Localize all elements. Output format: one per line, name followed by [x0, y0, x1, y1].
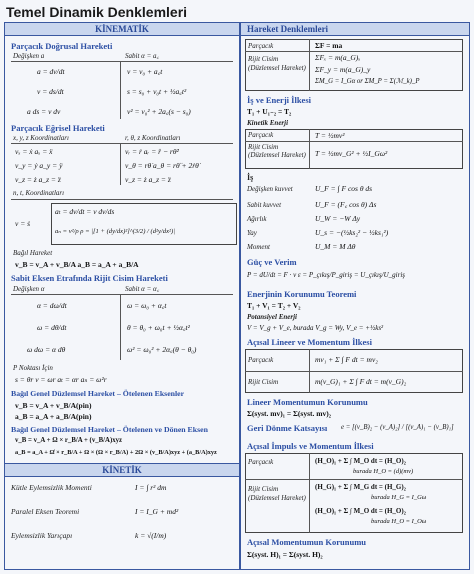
angular-impulse-title: Açısal İmpuls ve Momentum İlkesi [247, 441, 374, 451]
mass-moment-label: Kütle Eylemsizlik Momenti [11, 483, 92, 492]
equation: aₜ = dv/dt = v dv/ds [55, 207, 115, 216]
angular-momentum-conservation-title: Açısal Momentumun Korunumu [247, 537, 367, 547]
particle-rectilinear-title: Parçacık Doğrusal Hareketi [11, 41, 113, 51]
equation: I = I_G + md² [135, 507, 179, 516]
equation: v_B = v_A + v_B/A a_B = a_A + a_B/A [15, 260, 139, 269]
divider [245, 479, 463, 480]
energy-conservation-title: Enerjinin Korunumu Teoremi [247, 289, 357, 299]
rtz-label: r, θ, z Koordinatları [125, 134, 181, 142]
equation: v_z = ż a_z = z̈ [15, 175, 61, 184]
moment-label: Moment [247, 243, 270, 251]
xyz-label: x, y, z Koordinatları [13, 134, 69, 142]
relative-plane-motion-rotating-title: Bağıl Genel Düzlemsel Hareket – Ötelenen ve Dönen Eksen [11, 425, 208, 434]
equation: V = V_g + V_e, burada V_g = Wy, V_e = +½ks² [247, 324, 384, 332]
divider [309, 453, 310, 533]
kinetics-header: KİNETİK [5, 463, 239, 477]
equation: v_θ = rθ̇ a_θ = rθ̈ + 2ṙθ̇ [125, 161, 199, 170]
equation-note: burada H_O = (d)(mv) [353, 468, 414, 475]
equation: m(v_G)₁ + Σ ∫ F dt = m(v_G)₂ [315, 377, 407, 386]
equation: aₙ = v²/ρ ρ = |[1 + (dy/dx)²]^(3/2) / (d²y/dx²)| [55, 228, 175, 235]
rigid-body-label: Rijit Cisim (Düzlemsel Hareket) [248, 143, 306, 159]
equation: Σ(syst. H)₁ = Σ(syst. H)₂ [247, 550, 323, 559]
equation: v = v₀ + a꜀t [127, 67, 163, 76]
equation: T = ½mv² [315, 131, 345, 140]
divider [309, 39, 310, 91]
divider [120, 61, 121, 119]
particle-label: Parçacık [248, 42, 274, 50]
restitution-title: Geri Dönme Katsayısı [247, 423, 328, 433]
weight-label: Ağırlık [247, 215, 267, 223]
equation: T₁ + V₁ = T₂ + V₂ [247, 301, 301, 310]
particle-curvilinear-title: Parçacık Eğrisel Hareketi [11, 123, 105, 133]
divider [120, 294, 121, 360]
parallel-axis-label: Paralel Eksen Teoremi [11, 507, 80, 516]
equation: mv₁ + Σ ∫ F dt = mv₂ [315, 355, 378, 364]
equation: v_y = ẏ a_y = ÿ [15, 161, 63, 170]
equation: a_B = a_A + Ω̇ × r_B/A + Ω × (Ω × r_B/A) + 2Ω × (v_B/A)xyz + (a_B/A)xyz [15, 449, 217, 456]
relative-plane-motion-translating-title: Bağıl Genel Düzlemsel Hareket – Ötelenen Eksenler [11, 389, 185, 398]
equation: ω² = ω₀² + 2α꜀(θ − θ₀) [127, 345, 197, 354]
rigid-body-fixed-axis-title: Sabit Eksen Etrafında Rijit Cisim Hareketi [11, 273, 168, 283]
equation: (H_G)₁ + Σ ∫ M_G dt = (H_G)₂ [315, 483, 406, 491]
spring-label: Yay [247, 229, 257, 237]
equation: (H_O)₁ + Σ ∫ M_O dt = (H_O)₂ [315, 507, 406, 515]
equation: ΣM_G = I_Gα or ΣM_P = Σ(ℳ_k)_P [315, 78, 420, 85]
power-efficiency-title: Güç ve Verim [247, 257, 297, 267]
equation-note: burada H_G = I_Gω [371, 494, 427, 501]
work-energy-title: İş ve Enerji İlkesi [247, 95, 311, 105]
equation: α = dω/dt [37, 301, 67, 310]
equation: k = √(I/m) [135, 531, 167, 540]
page-title: Temel Dinamik Denklemleri [6, 4, 188, 20]
variable-alpha-label: Değişken α [13, 285, 45, 293]
divider [245, 371, 463, 372]
equation: ω = ω₀ + α꜀t [127, 301, 167, 310]
equation: vₓ = ẋ aₓ = ẍ [15, 147, 53, 156]
divider [11, 294, 233, 295]
equation: ΣF_y = m(a_G)_y [315, 65, 371, 74]
rigid-body-label: Rijit Cisim [248, 378, 279, 386]
equations-of-motion-header: Hareket Denklemleri [241, 23, 469, 36]
potential-energy-label: Potansiyel Enerji [247, 313, 297, 321]
constant-alpha-label: Sabit α = α꜀ [125, 285, 160, 293]
equation-note: burada H_O = I_Oω [371, 518, 427, 525]
equation: U_M = M Δθ [315, 242, 356, 251]
divider [11, 61, 233, 62]
radius-gyration-label: Eylemsizlik Yarıçapı [11, 531, 73, 540]
variable-a-label: Değişken a [13, 52, 45, 60]
left-column [4, 22, 240, 570]
equation: v_z = ż a_z = z̈ [125, 175, 171, 184]
equation: a ds = v dv [27, 107, 61, 116]
particle-label: Parçacık [248, 131, 274, 139]
nt-label: n, t, Koordinatları [13, 189, 65, 197]
equation: T = ½mv_G² + ½I_Gω² [315, 149, 388, 158]
equation: v = ds/dt [37, 87, 64, 96]
divider [120, 143, 121, 185]
divider [11, 199, 233, 200]
equation: e = [(v_B)₂ − (v_A)₂] / [(v_A)₁ − (v_B)₁] [341, 424, 454, 431]
equation: ω dω = α dθ [27, 345, 66, 354]
equation: ω = dθ/dt [37, 323, 67, 332]
point-p-label: P Noktası İçin [13, 364, 53, 372]
equation: U_F = (F꜀ cos θ) Δs [315, 200, 377, 209]
work-label: İş [247, 173, 254, 182]
equation: a_B = a_A + a_B/A(pin) [15, 412, 92, 421]
linear-momentum-title: Açısal Lineer ve Momentum İlkesi [247, 337, 372, 347]
linear-momentum-conservation-title: Lineer Momentumun Korunumu [247, 397, 368, 407]
divider [245, 51, 463, 52]
equation: T₁ + U₁₋₂ = T₂ [247, 107, 292, 116]
right-column [240, 22, 470, 570]
kinetic-energy-label: Kinetik Enerji [247, 119, 289, 127]
equation: v_B = v_A + Ω × r_B/A + (v_B/A)xyz [15, 437, 123, 444]
equation: ΣFₓ = m(a_G)ₓ [315, 53, 361, 62]
equation: s = θr v = ωr aₜ = αr aₙ = ω²r [15, 375, 107, 384]
particle-label: Parçacık [248, 356, 274, 364]
equation: (H_O)₁ + Σ ∫ M_O dt = (H_O)₂ [315, 457, 406, 465]
divider [11, 143, 233, 144]
constant-force-label: Sabit kuvvet [247, 201, 282, 209]
equation: U_W = −W Δy [315, 214, 361, 223]
equation: v = ṡ [15, 219, 31, 228]
equation: v_B = v_A + v_B/A(pin) [15, 401, 92, 410]
equation: v² = v₀² + 2a꜀(s − s₀) [127, 107, 191, 116]
equation: s = s₀ + v₀t + ½a꜀t² [127, 87, 187, 96]
kinematics-header: KİNEMATİK [5, 23, 239, 36]
divider [309, 129, 310, 169]
rigid-body-label: Rijit Cisim (Düzlemsel Hareket) [248, 485, 306, 502]
variable-force-label: Değişken kuvvet [247, 185, 293, 193]
equation: ΣF = ma [315, 41, 343, 50]
equation: vᵣ = ṙ aᵣ = r̈ − rθ̇² [125, 147, 179, 156]
equation: U_F = ∫ F cos θ ds [315, 184, 373, 193]
equation: θ = θ₀ + ω₀t + ½α꜀t² [127, 323, 190, 332]
equation: I = ∫ r² dm [135, 483, 167, 492]
relative-motion-label: Bağıl Hareket [13, 249, 53, 257]
equation: P = dU/dt = F · v ε = P_çıkış/P_giriş = U_çıkış/U_giriş [247, 271, 406, 279]
particle-label: Parçacık [248, 458, 274, 466]
equation: Σ(syst. mv)₁ = Σ(syst. mv)₂ [247, 409, 331, 418]
divider [245, 141, 463, 142]
rigid-body-label: Rijit Cisim (Düzlemsel Hareket) [248, 55, 306, 72]
equation: a = dv/dt [37, 67, 65, 76]
constant-a-label: Sabit α = a꜀ [125, 52, 159, 60]
equation: U_s = −(½ks₂² − ½ks₁²) [315, 228, 389, 237]
